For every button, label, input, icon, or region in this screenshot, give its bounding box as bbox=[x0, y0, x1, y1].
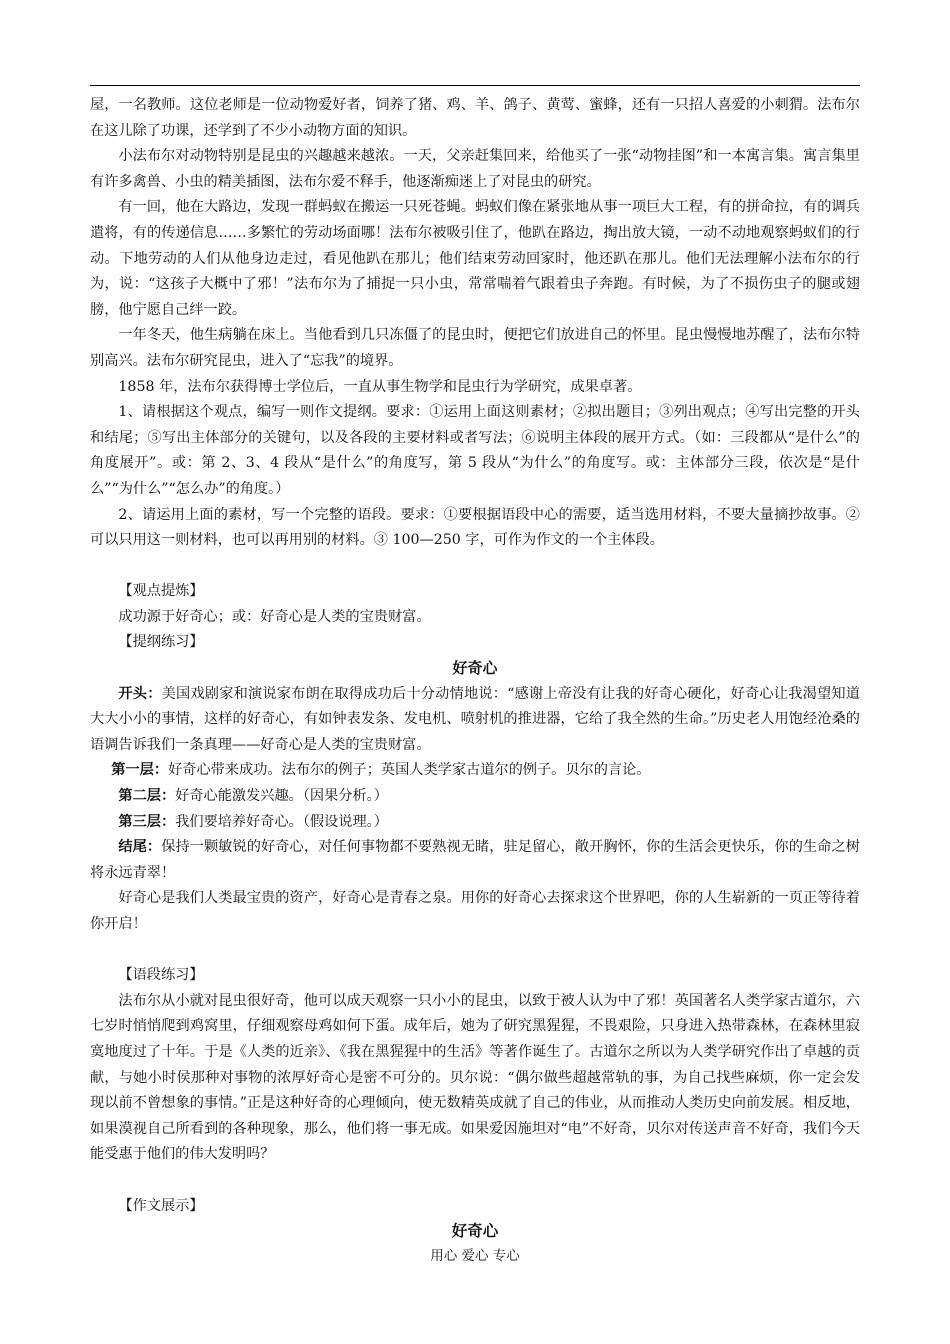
outline-heading: 【提纲练习】 bbox=[118, 634, 204, 651]
layer-3-text: 我们要培养好奇心。（假设说理。） bbox=[175, 813, 388, 830]
outline-layer-3 bbox=[90, 810, 860, 836]
layer-1-text: 好奇心带来成功。法布尔的例子；英国人类学家古道尔的例子。贝尔的言论。 bbox=[168, 762, 651, 779]
story-paragraph-5: 1858 年，法布尔获得博士学位后，一直从事生物学和昆虫行为学研究，成果卓著。 bbox=[118, 378, 642, 395]
header-rule bbox=[90, 85, 860, 86]
page-footer: 用心 爱心 专心 bbox=[430, 1248, 520, 1264]
layer-2-text: 好奇心能激发兴趣。（因果分析。） bbox=[175, 788, 388, 805]
story-paragraph-1: 屋，一名教师。这位老师是一位动物爱好者，饲养了猪、鸡、羊、鸽子、黄莺、蜜蜂，还有一只招人喜爱的小刺猬。法布尔在这儿除了功课，还学到了不少小动物方面的知识。 bbox=[90, 97, 860, 139]
layer-2-label: 第二层： bbox=[118, 788, 176, 805]
ending-label: 结尾： bbox=[118, 839, 162, 856]
segment-heading: 【语段练习】 bbox=[118, 967, 204, 984]
viewpoint-text: 成功源于好奇心；或：好奇心是人类的宝贵财富。 bbox=[118, 608, 431, 625]
outline-layer-1 bbox=[90, 758, 860, 784]
outline-opening bbox=[90, 682, 860, 759]
outline-layer-2 bbox=[90, 784, 860, 810]
opening-label: 开头： bbox=[118, 685, 162, 702]
layer-1-label: 第一层： bbox=[111, 762, 169, 779]
essay-title: 好奇心 bbox=[451, 1222, 499, 1241]
outline-closing: 好奇心是我们人类最宝贵的资产，好奇心是青春之泉。用你的好奇心去探求这个世界吧，你的人生崭新的一页正等待着你开启！ bbox=[90, 890, 860, 932]
opening-text: 美国戏剧家和演说家布朗在取得成功后十分动情地说：“感谢上帝没有让我的好奇心硬化，好奇心让我渴望知道大大小小的事情，这样的好奇心，有如钟表发条、发电机、喷射机的推进器，它给了我全然的生命。”历史老人用饱经沧桑的语调告诉我们一条真理——好奇心是人类的宝贵财富。 bbox=[90, 685, 860, 753]
viewpoint-heading: 【观点提炼】 bbox=[118, 583, 204, 600]
story-paragraph-3: 有一回，他在大路边，发现一群蚂蚁在搬运一只死苍蝇。蚂蚁们像在紧张地从事一项巨大工程，有的拼命拉，有的调兵遣将，有的传递信息……多繁忙的劳动场面哪！法布尔被吸引住了，他趴在路边，掏出放大镜，一动不动地观察蚂蚁们的行动。下地劳动的人们从他身边走过，看见他趴在那儿；他们结束劳动回家时，他还趴在那儿。他们无法理解小法布尔的行为，说：“这孩子大概中了邪！”法布尔为了捕捉一只小虫，常常喘着气跟着虫子奔跑。有时候，为了不损伤虫子的腿或翅膀，他宁愿自己绊一跤。 bbox=[90, 199, 860, 318]
task-2: 2、请运用上面的素材，写一个完整的语段。要求：①要根据语段中心的需要，适当选用材料，不要大量摘抄故事。②可以只用这一则材料，也可以再用别的材料。③ 100—250 字，可作为作文的一个主体段。 bbox=[90, 506, 860, 549]
outline-body bbox=[90, 682, 860, 938]
story-paragraph-4: 一年冬天，他生病躺在床上。当他看到几只冻僵了的昆虫时，便把它们放进自己的怀里。昆虫慢慢地苏醒了，法布尔特别高兴。法布尔研究昆虫，进入了“忘我”的境界。 bbox=[90, 327, 860, 369]
layer-3-label: 第三层： bbox=[118, 813, 176, 830]
outline-title: 好奇心 bbox=[452, 659, 498, 678]
document-body bbox=[90, 93, 860, 1245]
story-paragraph-2: 小法布尔对动物特别是昆虫的兴趣越来越浓。一天，父亲赶集回来，给他买了一张“动物挂图”和一本寓言集。寓言集里有许多禽兽、小虫的精美插图，法布尔爱不释手，他逐渐痴迷上了对昆虫的研究。 bbox=[90, 148, 860, 190]
task-1: 1、请根据这个观点，编写一则作文提纲。要求：①运用上面这则素材；②拟出题目；③列出观点；④写出完整的开头和结尾；⑤写出主体部分的关键句，以及各段的主要材料或者写法；⑥说明主体段的展开方式。（如：三段都从“是什么”的角度展开”。或：第 2、3、4 段从“是什么”的角度写，第 5 段从“为什么”的角度写。或：主体部分三段，依次是“是什么”“为什么”“怎么办”的角度。） bbox=[90, 404, 860, 497]
ending-text: 保持一颗敏锐的好奇心，对任何事物都不要熟视无睹，驻足留心，敞开胸怀，你的生活会更快乐，你的生命之树将永远青翠！ bbox=[90, 839, 860, 881]
segment-text: 法布尔从小就对昆虫很好奇，他可以成天观察一只小小的昆虫，以致于被人认为中了邪！英国著名人类学家古道尔，六七岁时悄悄爬到鸡窝里，仔细观察母鸡如何下蛋。成年后，她为了研究黑猩猩，不畏艰险，只身进入热带森林，在森林里寂寞地度过了十年。于是《人类的近亲》、《我在黑猩猩中的生活》等著作诞生了。古道尔之所以为人类学研究作出了卓越的贡献，与她小时侯那种对事物的浓厚好奇心是密不可分的。贝尔说：“偶尔做些超越常轨的事，为自己找些麻烦，你一定会发现以前不曾想象的事情。”正是这种好奇的心理倾向，使无数精英成就了自己的伟业，从而推动人类历史向前发展。相反地，如果漠视自己所看到的各种现象，那么，他们将一事无成。如果爱因施坦对“电”不好奇，贝尔对传送声音不好奇，我们今天能受惠于他们的伟大发明吗？ bbox=[90, 992, 860, 1163]
essay-heading: 【作文展示】 bbox=[118, 1197, 204, 1214]
outline-ending bbox=[90, 835, 860, 886]
